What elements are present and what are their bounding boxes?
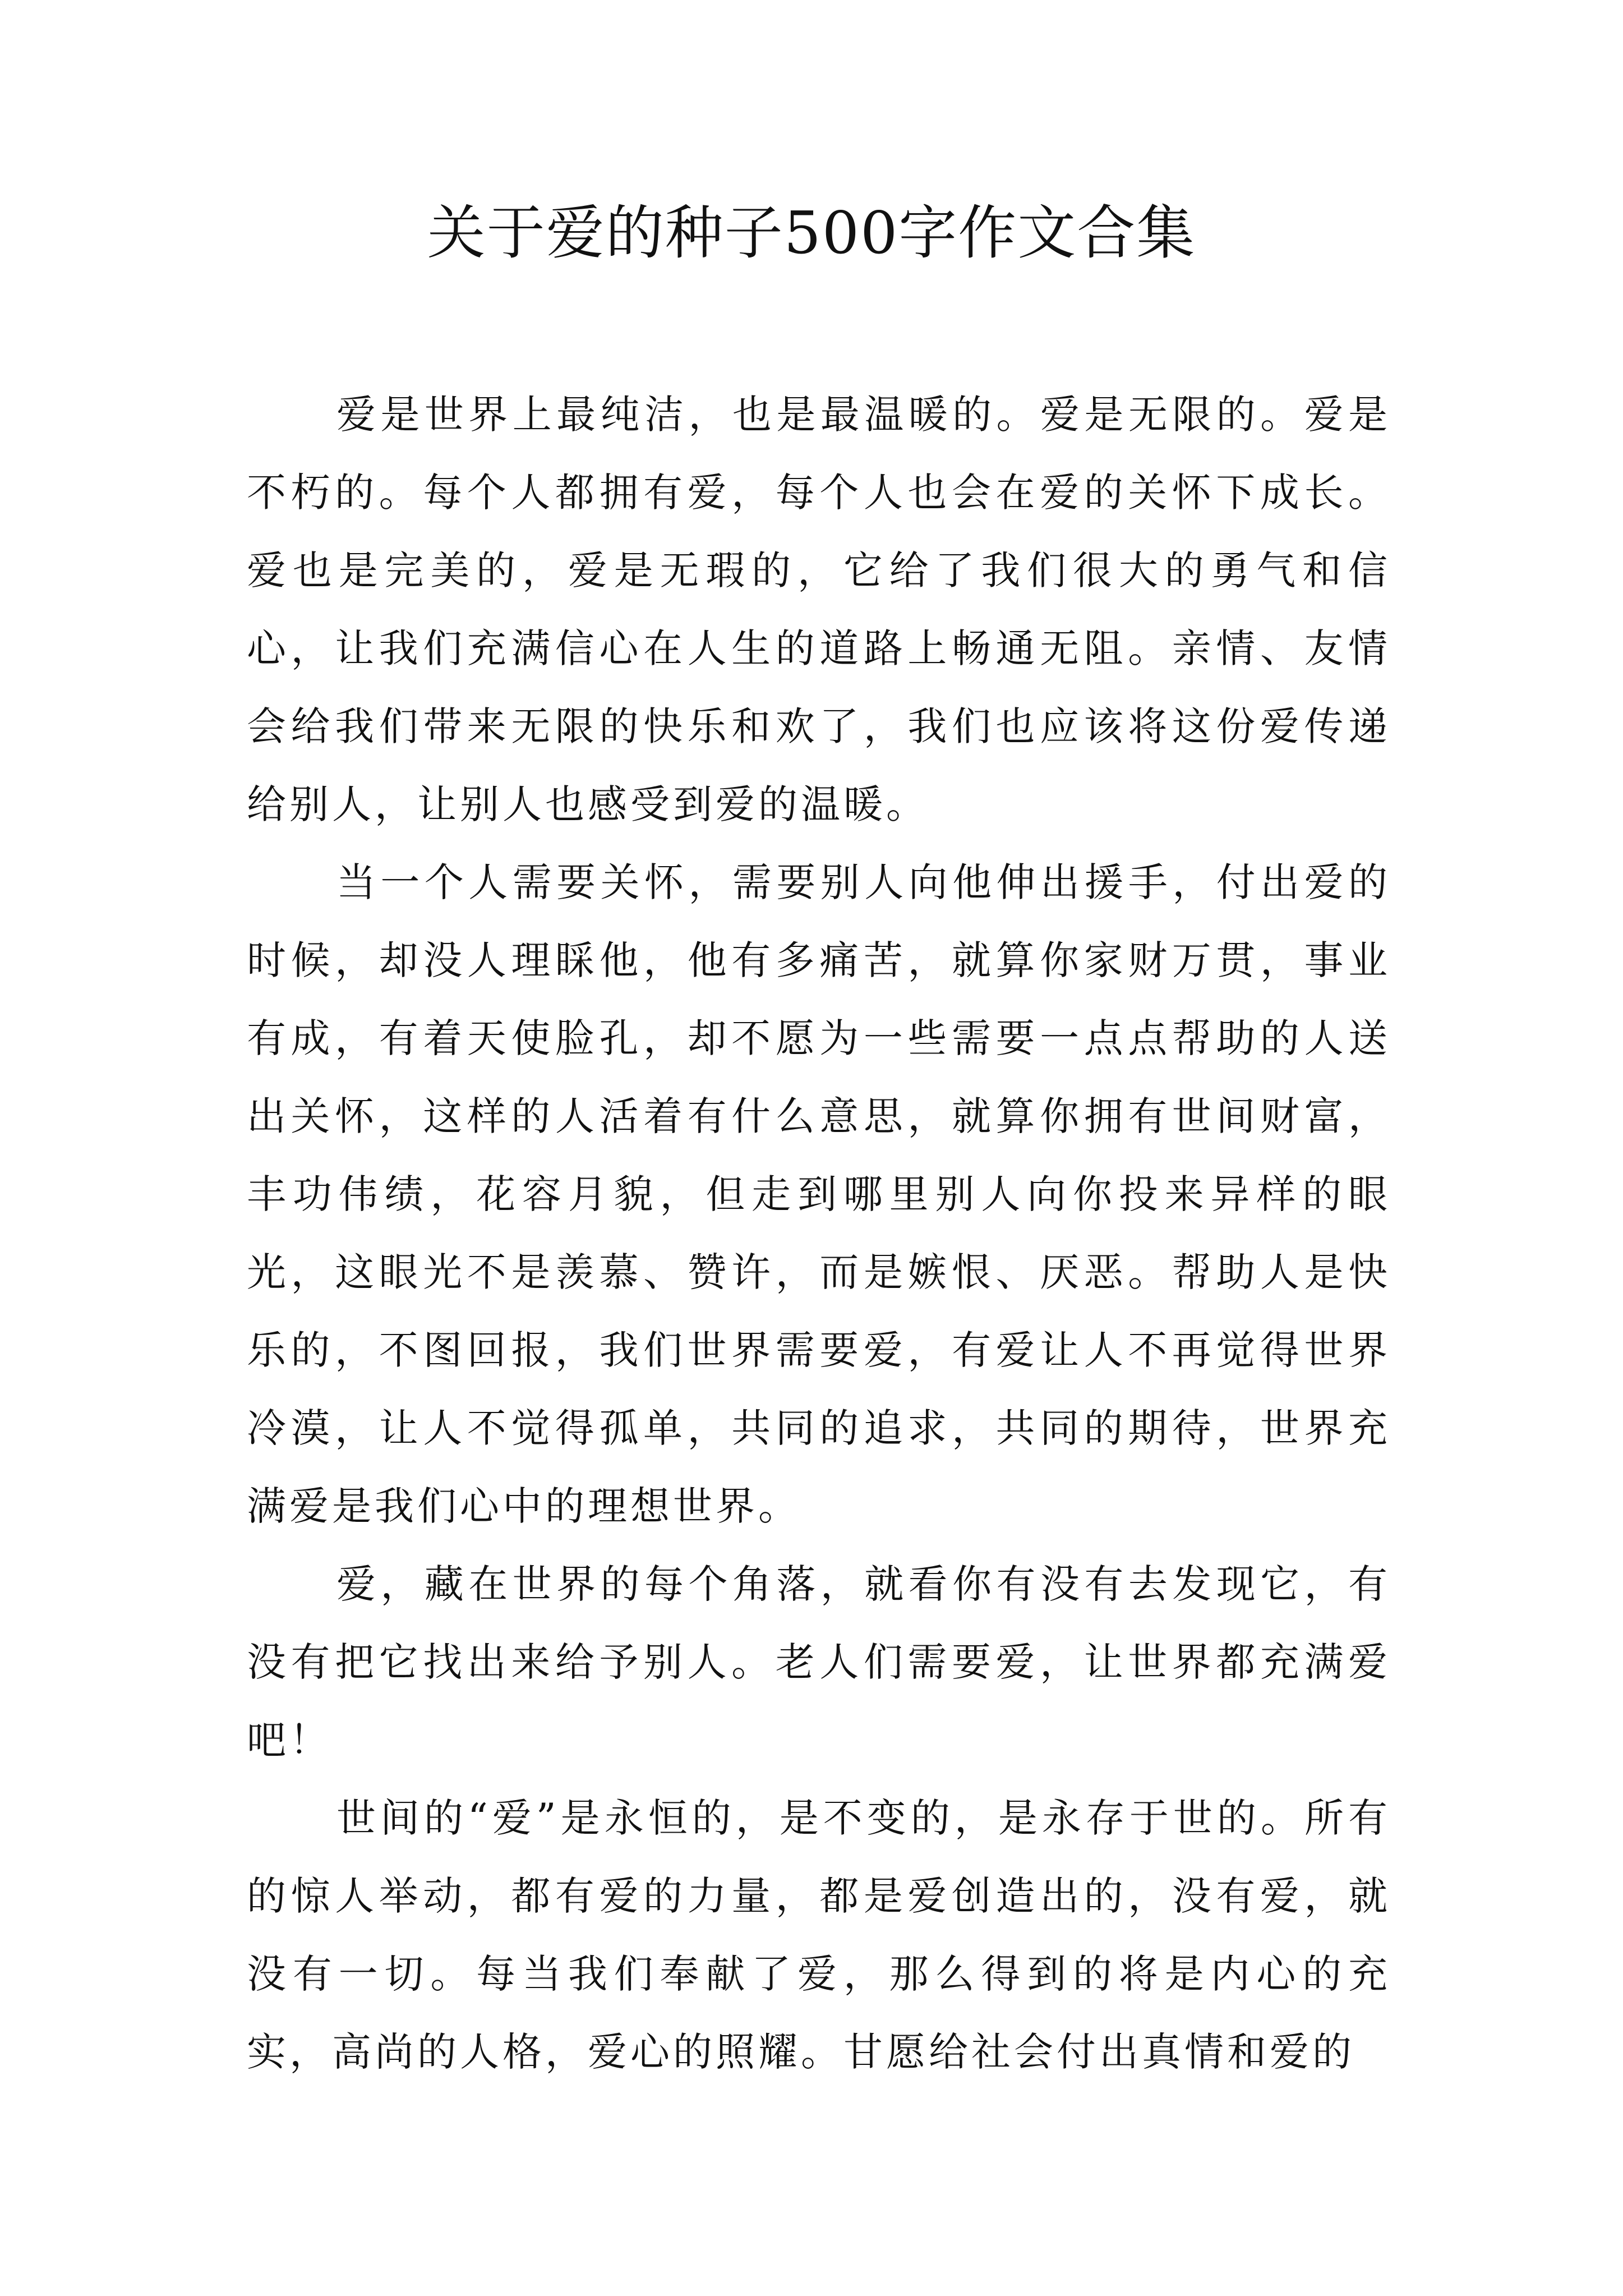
- paragraph-2: 当一个人需要关怀，需要别人向他伸出援手，付出爱的时候，却没人理睬他，他有多痛苦，就算你家财万贯，事业有成，有着天使脸孔，却不愿为一些需要一点点帮助的人送出关怀，这样的人活着有什么意思，就算你拥有世间财富，丰功伟绩，花容月貌，但走到哪里别人向你投来异样的眼光，这眼光不是羡慕、赞许，而是嫉恨、厌恶。帮助人是快乐的，不图回报，我们世界需要爱，有爱让人不再觉得世界冷漠，让人不觉得孤单，共同的追求，共同的期待，世界充满爱是我们心中的理想世界。: [247, 859, 1391, 1529]
- document-title: 关于爱的种子500字作文合集: [427, 199, 1196, 267]
- paragraph-4: 世间的“爱”是永恒的，是不变的，是永存于世的。所有的惊人举动，都有爱的力量，都是爱创造出的，没有爱，就没有一切。每当我们奉献了爱，那么得到的将是内心的充实，高尚的人格，爱心的照耀。甘愿给社会付出真情和爱的: [247, 1795, 1391, 2075]
- paragraph-1: 爱是世界上最纯洁，也是最温暖的。爱是无限的。爱是不朽的。每个人都拥有爱，每个人也会在爱的关怀下成长。爱也是完美的，爱是无瑕的，它给了我们很大的勇气和信心，让我们充满信心在人生的道路上畅通无阻。亲情、友情会给我们带来无限的快乐和欢了，我们也应该将这份爱传递给别人，让别人也感受到爱的温暖。: [247, 392, 1391, 827]
- document-body: [247, 376, 1391, 2091]
- paragraph-3: 爱，藏在世界的每个角落，就看你有没有去发现它，有没有把它找出来给予别人。老人们需要爱，让世界都充满爱吧！: [247, 1561, 1391, 1763]
